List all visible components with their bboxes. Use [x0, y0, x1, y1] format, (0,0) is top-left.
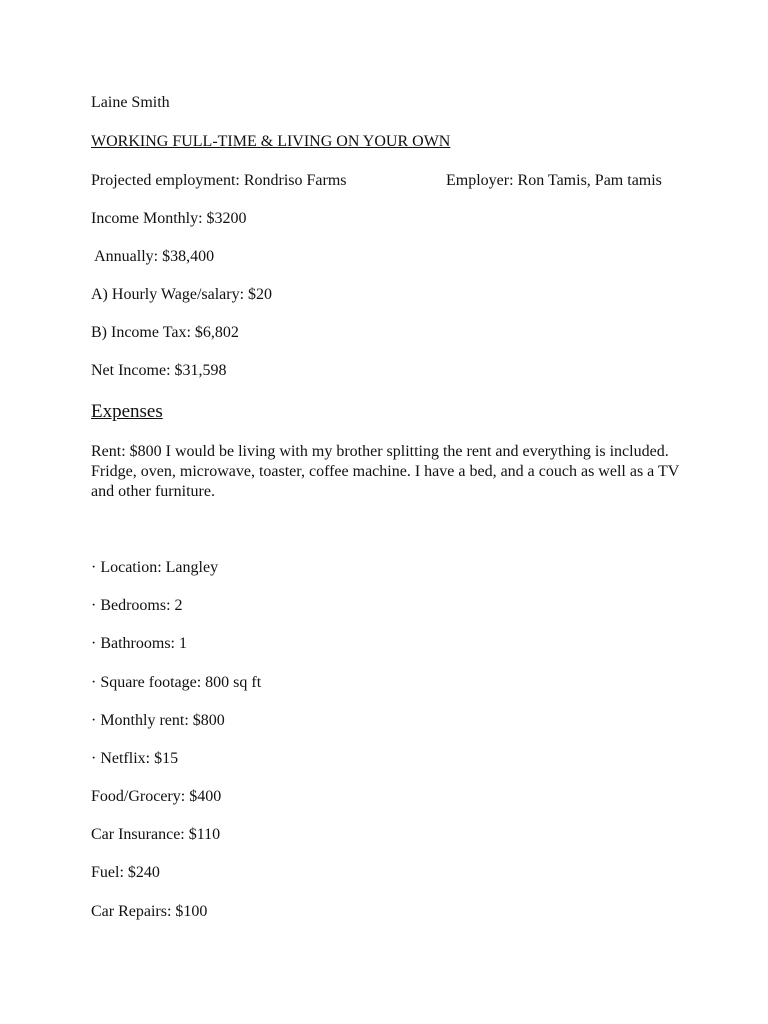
bullet-square-footage: · Square footage: 800 sq ft	[91, 674, 262, 691]
net-income: Net Income: $31,598	[91, 362, 227, 379]
expense-car-repairs: Car Repairs: $100	[91, 903, 208, 920]
bullet-monthly-rent: · Monthly rent: $800	[91, 712, 225, 729]
bullet-bathrooms: · Bathrooms: 1	[91, 635, 187, 652]
income-annually: Annually: $38,400	[91, 248, 215, 265]
hourly-wage: A) Hourly Wage/salary: $20	[91, 286, 273, 303]
income-tax: B) Income Tax: $6,802	[91, 324, 239, 341]
expense-car-insurance: Car Insurance: $110	[91, 826, 221, 843]
bullet-netflix: · Netflix: $15	[91, 750, 179, 767]
expense-food-grocery: Food/Grocery: $400	[91, 788, 222, 805]
bullet-location: · Location: Langley	[91, 559, 219, 576]
employer: Employer: Ron Tamis, Pam tamis	[446, 172, 662, 189]
expenses-heading: Expenses	[91, 401, 163, 422]
bullet-bedrooms: · Bedrooms: 2	[91, 597, 183, 614]
projected-employment: Projected employment: Rondriso Farms	[91, 172, 347, 189]
rent-paragraph: Rent: $800 I would be living with my brother splitting the rent and everything is included. Fridge, oven, microwave, toaster, coffee machine. I have a bed, and a couch as well as a TV and other furniture.	[91, 443, 680, 500]
author-name: Laine Smith	[91, 94, 170, 111]
document-title: WORKING FULL-TIME & LIVING ON YOUR OWN	[91, 133, 451, 150]
expense-fuel: Fuel: $240	[91, 864, 160, 881]
income-monthly: Income Monthly: $3200	[91, 210, 247, 227]
